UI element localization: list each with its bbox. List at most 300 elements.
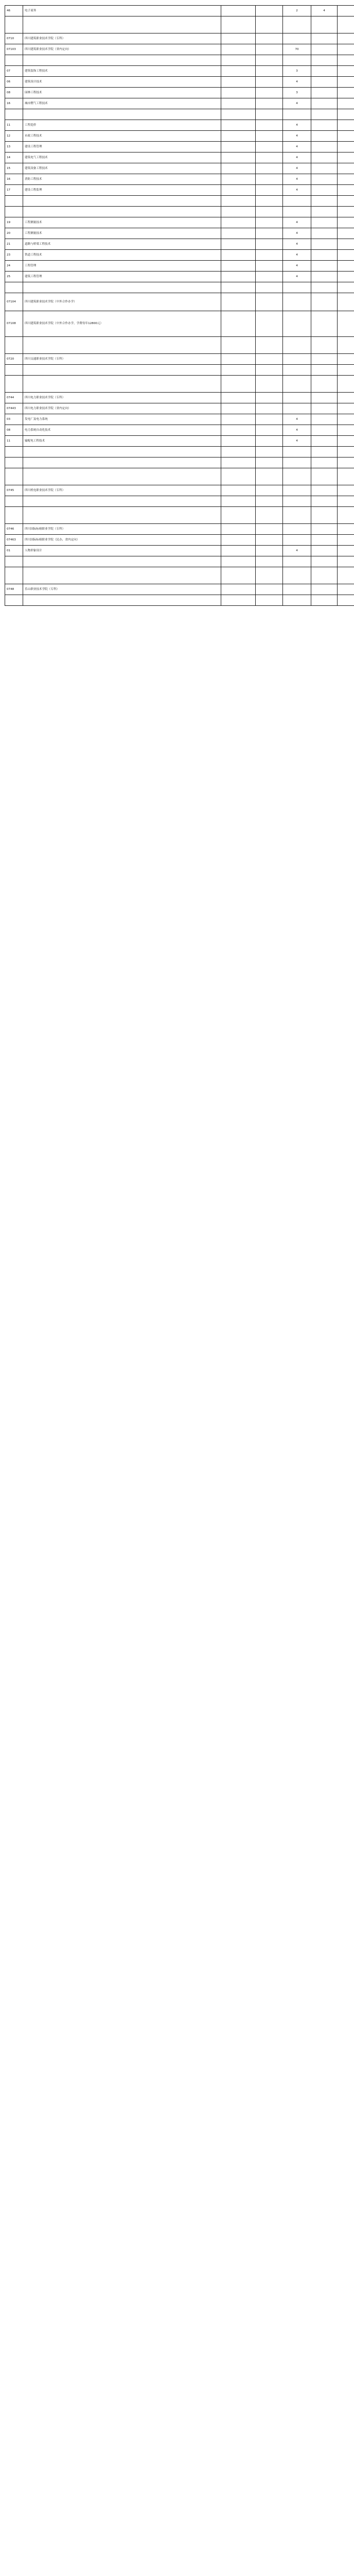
row-code: 25 [5,272,23,282]
row-name: 建筑设备工程技术 [23,163,221,174]
row-plan-count [283,403,311,414]
row-col-e [338,507,354,524]
row-col-a [221,142,256,152]
row-plan-count: 70 [283,44,311,55]
row-plan-count: 4 [283,163,311,174]
row-col-a [221,354,256,365]
row-col-e [338,77,354,88]
row-plan-count [283,354,311,365]
row-code: 0745 [5,485,23,496]
table-row [5,239,354,250]
row-col-b [256,403,283,414]
row-col-b [256,16,283,33]
row-name: 四川机电职业技术学院（专科） [23,485,221,496]
row-col-d [311,196,338,207]
row-col-e [338,496,354,507]
row-col-d [311,365,338,376]
row-col-b [256,217,283,228]
row-name [23,55,221,66]
row-col-e [338,88,354,98]
row-code: 16 [5,174,23,185]
row-code [5,109,23,120]
row-col-e [338,250,354,261]
table-row [5,120,354,131]
row-col-d [311,16,338,33]
row-col-a [221,403,256,414]
table-row [5,337,354,354]
row-col-b [256,77,283,88]
row-code: 13 [5,142,23,152]
row-name [23,196,221,207]
row-col-d [311,524,338,535]
row-col-b [256,546,283,556]
table-row [5,556,354,567]
row-name: 建筑装饰工程技术 [23,66,221,77]
row-name: 四川建筑职业技术学院（中外合作办学） [23,293,221,311]
row-name: 铁道工程技术 [23,250,221,261]
row-col-a [221,217,256,228]
table-row [5,174,354,185]
row-col-e [338,447,354,457]
table-row [5,163,354,174]
table-row [5,535,354,546]
row-name: 四川建筑职业技术学院（中外合作办学，学费每年12800元） [23,311,221,337]
row-col-d [311,142,338,152]
row-col-a [221,131,256,142]
table-row [5,88,354,98]
table-row [5,457,354,468]
row-code: 0746 [5,524,23,535]
row-col-d [311,507,338,524]
row-name [23,16,221,33]
row-col-e [338,468,354,485]
row-plan-count [283,567,311,584]
row-plan-count: 4 [283,217,311,228]
row-col-d [311,496,338,507]
row-col-e [338,376,354,393]
row-col-d [311,272,338,282]
table-row [5,393,354,403]
row-name: 建筑电气工程技术 [23,152,221,163]
row-col-d [311,239,338,250]
row-name: 人物形象设计 [23,546,221,556]
row-col-e [338,311,354,337]
row-col-a [221,77,256,88]
row-col-d [311,98,338,109]
row-col-d [311,282,338,293]
row-col-a [221,311,256,337]
row-col-b [256,447,283,457]
row-col-a [221,33,256,44]
row-name [23,337,221,354]
row-col-b [256,293,283,311]
row-name: 园林工程技术 [23,88,221,98]
row-plan-count [283,507,311,524]
row-code [5,55,23,66]
row-col-b [256,250,283,261]
row-plan-count [283,584,311,595]
row-col-e [338,436,354,447]
row-col-e [338,228,354,239]
row-col-b [256,120,283,131]
row-code [5,207,23,217]
row-name: 工程管理 [23,261,221,272]
row-col-e [338,174,354,185]
row-col-d [311,44,338,55]
row-code: 06 [5,77,23,88]
row-code: 08 [5,425,23,436]
row-col-a [221,365,256,376]
row-col-b [256,354,283,365]
row-col-a [221,207,256,217]
table-row [5,33,354,44]
row-col-d [311,584,338,595]
row-col-e [338,120,354,131]
row-name [23,567,221,584]
row-col-e [338,567,354,584]
row-col-a [221,524,256,535]
row-col-a [221,436,256,447]
row-col-d [311,217,338,228]
row-col-d [311,77,338,88]
row-col-b [256,228,283,239]
row-col-a [221,196,256,207]
row-col-d [311,261,338,272]
table-row [5,16,354,33]
row-plan-count: 4 [283,425,311,436]
row-code [5,447,23,457]
row-col-e [338,457,354,468]
row-col-d [311,174,338,185]
row-col-b [256,272,283,282]
table-row [5,142,354,152]
row-col-e [338,337,354,354]
table-row [5,207,354,217]
row-col-e [338,66,354,77]
row-name: 发电厂及电力系统 [23,414,221,425]
row-col-e [338,584,354,595]
row-col-b [256,88,283,98]
row-plan-count [283,457,311,468]
row-code: 0748 [5,584,23,595]
row-plan-count: 4 [283,546,311,556]
row-name: 四川建筑职业技术学院（专科） [23,33,221,44]
row-name: 四川国际标榜职业学院（民办，省内定向） [23,535,221,546]
row-name [23,282,221,293]
row-code [5,567,23,584]
table-row [5,272,354,282]
row-col-d [311,354,338,365]
enrollment-plan-table [5,5,354,606]
row-col-d [311,595,338,606]
row-col-e [338,217,354,228]
row-plan-count [283,16,311,33]
row-col-e [338,142,354,152]
row-name [23,496,221,507]
row-code: 11 [5,436,23,447]
table-row [5,468,354,485]
row-plan-count: 4 [283,414,311,425]
row-col-d [311,163,338,174]
row-col-a [221,337,256,354]
row-col-d [311,228,338,239]
row-name: 市政工程技术 [23,131,221,142]
row-col-d [311,250,338,261]
row-name: 建设工程监理 [23,185,221,196]
row-code: 23 [5,250,23,261]
row-col-d [311,414,338,425]
row-col-a [221,152,256,163]
row-col-d [311,120,338,131]
row-col-a [221,185,256,196]
row-col-b [256,239,283,250]
row-code: 14 [5,152,23,163]
row-plan-count: 4 [283,261,311,272]
row-col-b [256,507,283,524]
row-col-b [256,66,283,77]
row-col-b [256,142,283,152]
row-name [23,595,221,606]
row-col-d [311,535,338,546]
row-plan-count: 4 [283,250,311,261]
row-code [5,556,23,567]
row-col-b [256,393,283,403]
row-code: 24 [5,261,23,272]
row-col-b [256,425,283,436]
row-name [23,556,221,567]
row-col-b [256,174,283,185]
row-col-e [338,485,354,496]
row-col-b [256,485,283,496]
row-col-a [221,414,256,425]
row-col-e [338,293,354,311]
row-plan-count [283,196,311,207]
row-plan-count [283,595,311,606]
row-col-e [338,6,354,16]
table-row [5,66,354,77]
row-code: 11 [5,120,23,131]
table-row [5,524,354,535]
row-col-e [338,403,354,414]
row-plan-count [283,393,311,403]
table-row [5,414,354,425]
row-code [5,496,23,507]
row-col-a [221,250,256,261]
table-row [5,196,354,207]
row-col-a [221,239,256,250]
table-row [5,447,354,457]
row-col-b [256,567,283,584]
row-col-a [221,507,256,524]
row-col-a [221,44,256,55]
table-row [5,403,354,414]
row-col-b [256,6,283,16]
table-row [5,507,354,524]
row-col-b [256,196,283,207]
row-col-e [338,163,354,174]
row-plan-count [283,524,311,535]
row-col-b [256,376,283,393]
row-plan-count [283,311,311,337]
row-col-d: 4 [311,6,338,16]
row-col-a [221,447,256,457]
row-col-b [256,311,283,337]
table-row [5,131,354,142]
row-col-d [311,468,338,485]
row-name [23,468,221,485]
row-col-a [221,468,256,485]
row-col-b [256,282,283,293]
table-row [5,496,354,507]
row-name: 四川建筑职业技术学院（省内定向） [23,44,221,55]
row-col-e [338,365,354,376]
row-col-d [311,185,338,196]
row-col-a [221,6,256,16]
row-col-d [311,131,338,142]
row-col-e [338,535,354,546]
row-col-d [311,55,338,66]
row-name: 工程测量技术 [23,228,221,239]
row-col-d [311,393,338,403]
row-col-d [311,207,338,217]
row-plan-count [283,447,311,457]
row-col-a [221,228,256,239]
row-col-d [311,152,338,163]
row-plan-count: 4 [283,185,311,196]
row-plan-count [283,468,311,485]
row-plan-count: 4 [283,239,311,250]
row-name: 电子商务 [23,6,221,16]
row-col-d [311,109,338,120]
row-col-d [311,457,338,468]
row-code: 15 [5,163,23,174]
row-code: 20 [5,228,23,239]
row-col-a [221,55,256,66]
row-col-e [338,546,354,556]
row-name [23,365,221,376]
row-col-b [256,261,283,272]
row-col-e [338,207,354,217]
row-name: 建筑设计技术 [23,77,221,88]
row-col-a [221,174,256,185]
row-plan-count: 4 [283,120,311,131]
row-col-d [311,485,338,496]
row-col-b [256,55,283,66]
row-plan-count: 4 [283,228,311,239]
table-row [5,185,354,196]
row-plan-count [283,293,311,311]
table-row [5,584,354,595]
row-plan-count [283,485,311,496]
table-row [5,217,354,228]
row-col-d [311,425,338,436]
row-col-b [256,207,283,217]
row-code: 0720 [5,354,23,365]
row-col-a [221,16,256,33]
row-code: 46 [5,6,23,16]
row-col-b [256,457,283,468]
row-col-d [311,33,338,44]
row-col-e [338,239,354,250]
row-col-a [221,293,256,311]
table-row [5,595,354,606]
row-col-a [221,546,256,556]
row-col-b [256,584,283,595]
row-col-a [221,376,256,393]
row-name: 电力系统自动化技术 [23,425,221,436]
row-code [5,337,23,354]
table-row [5,293,354,311]
row-name: 四川电力职业技术学院（省内定向） [23,403,221,414]
table-row [5,425,354,436]
row-col-b [256,468,283,485]
table-row [5,98,354,109]
row-code: 03 [5,414,23,425]
row-code: 07104 [5,293,23,311]
table-row [5,55,354,66]
table-row [5,77,354,88]
row-col-a [221,66,256,77]
row-plan-count: 4 [283,131,311,142]
row-name: 四川电力职业技术学院（专科） [23,393,221,403]
row-col-e [338,524,354,535]
row-code: 19 [5,217,23,228]
row-plan-count [283,207,311,217]
row-code: 0744 [5,393,23,403]
row-name: 消防工程技术 [23,174,221,185]
row-col-e [338,425,354,436]
row-col-e [338,109,354,120]
row-col-d [311,546,338,556]
row-plan-count: 2 [283,6,311,16]
row-name: 工程测量技术 [23,217,221,228]
row-code: 07 [5,66,23,77]
table-row [5,44,354,55]
row-code [5,16,23,33]
row-code: 17 [5,185,23,196]
row-col-d [311,66,338,77]
table-body [5,6,354,606]
row-code: 16 [5,98,23,109]
table-row [5,282,354,293]
row-col-d [311,337,338,354]
table-row [5,365,354,376]
row-code [5,376,23,393]
row-col-e [338,393,354,403]
row-col-b [256,595,283,606]
row-col-b [256,436,283,447]
row-code: 0710 [5,33,23,44]
row-col-e [338,55,354,66]
row-name: 城市燃气工程技术 [23,98,221,109]
row-col-e [338,556,354,567]
row-plan-count [283,365,311,376]
table-row [5,354,354,365]
row-col-e [338,185,354,196]
row-col-b [256,535,283,546]
row-col-e [338,152,354,163]
row-name [23,109,221,120]
row-col-a [221,272,256,282]
row-code [5,595,23,606]
row-col-b [256,109,283,120]
row-plan-count: 4 [283,272,311,282]
row-code: 21 [5,239,23,250]
row-col-b [256,496,283,507]
row-col-e [338,196,354,207]
row-col-a [221,496,256,507]
row-col-e [338,44,354,55]
